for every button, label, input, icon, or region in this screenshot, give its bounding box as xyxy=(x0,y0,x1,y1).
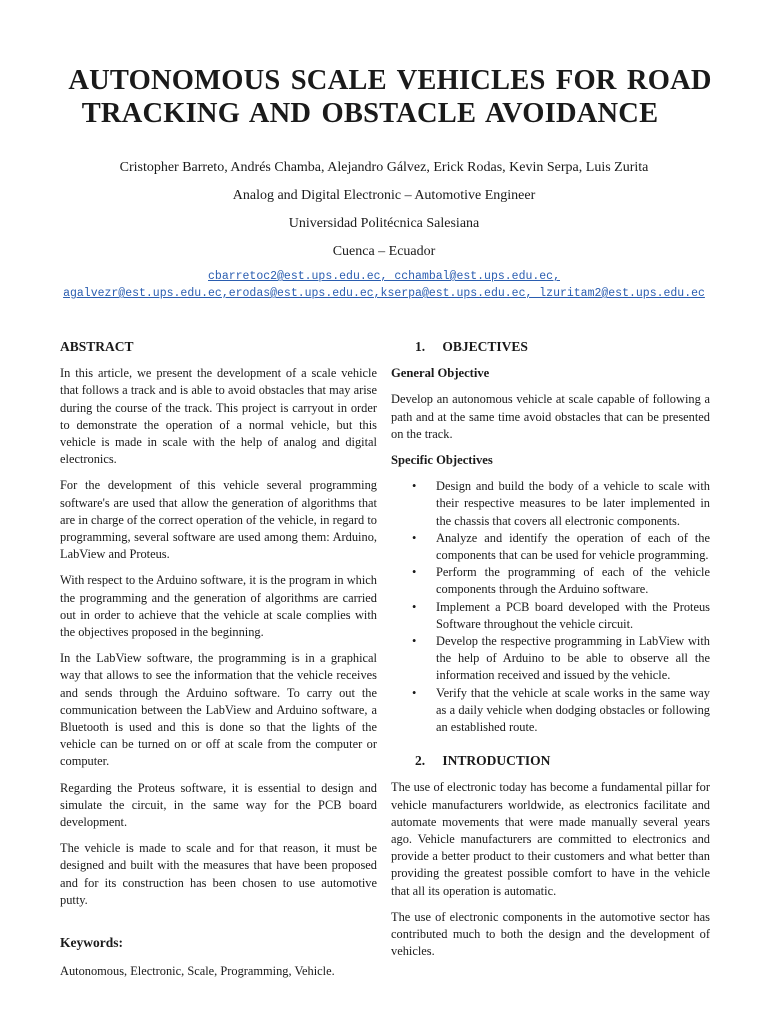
paper-title xyxy=(60,64,720,130)
abstract-paragraph: In this article, we present the development of a scale vehicle that follows a track and is able to avoid obstacles that may arise during the course of the track. This project is carryout in order to demonstrate the operation of a normal vehicle, but this vehicle is made in scale with the help of analog and digital electronics. xyxy=(60,366,377,467)
introduction-heading xyxy=(391,752,710,769)
bullet-icon: • xyxy=(412,599,417,614)
email-link-line-2[interactable]: agalvezr@est.ups.edu.ec,erodas@est.ups.edu.ec,kserpa@est.ups.edu.ec, lzuritam2@est.ups.edu.ec xyxy=(63,287,705,300)
introduction-number: 2. xyxy=(415,753,426,769)
bullet-icon: • xyxy=(412,634,417,649)
introduction-paragraph: The use of electronic today has become a fundamental pillar for vehicle manufacturers worldwide, as electronics facilitate and automate movements that were made manually several years ago. Vehicle manufacturers are committed to electronics and provide a better product to their customers and what better than providing the greatest possible comfort to have in the vehicle that all its operation is automatic. xyxy=(391,780,710,898)
bullet-icon: • xyxy=(412,479,417,494)
list-item xyxy=(391,564,710,598)
list-item-text: Analyze and identify the operation of each of the components that can be used for vehicle programming. xyxy=(436,530,710,563)
general-objective-heading: General Objective xyxy=(391,366,490,381)
general-objective-text: Develop an autonomous vehicle at scale capable of following a path and at the same time avoid obstacles that can be presented on the track. xyxy=(391,392,710,441)
list-item-text: Design and build the body of a vehicle to scale with their respective measures to be later implemented in the chassis that covers all electronic components. xyxy=(436,479,710,528)
abstract-paragraph: Regarding the Proteus software, it is essential to design and simulate the circuit, in the same way for the PCB board development. xyxy=(60,780,377,830)
list-item xyxy=(391,478,710,530)
list-item xyxy=(391,530,710,564)
introduction-title: INTRODUCTION xyxy=(442,753,551,769)
bullet-icon: • xyxy=(412,685,417,700)
title-line-2: TRACKING AND OBSTACLE AVOIDANCE xyxy=(81,98,659,129)
specific-objectives-list xyxy=(391,478,710,736)
objectives-heading xyxy=(391,338,710,355)
authors: Cristopher Barreto, Andrés Chamba, Alejandro Gálvez, Erick Rodas, Kevin Serpa, Luis Zurita xyxy=(119,160,649,175)
list-item-text: Verify that the vehicle at scale works in the same way as a daily vehicle when dodging obstacles or following an established route. xyxy=(436,685,710,735)
abstract-heading: ABSTRACT xyxy=(60,339,134,354)
abstract-paragraph: For the development of this vehicle several programming software's are used that allow the generation of algorithms that are in charge of the correct operation of the vehicle, in regard to programming, several software are used among them: Arduino, LabView and Proteus. xyxy=(60,478,377,562)
list-item-text: Develop the respective programming in LabView with the help of Arduino to be able to observe all the information received and issued by the vehicle. xyxy=(436,634,710,683)
list-item-text: Implement a PCB board developed with the Proteus Software throughout the vehicle circuit. xyxy=(436,599,710,631)
objectives-number: 1. xyxy=(415,339,426,354)
objectives-title: OBJECTIVES xyxy=(442,339,528,354)
title-line-1: AUTONOMOUS SCALE VEHICLES FOR ROAD xyxy=(68,65,712,96)
list-item xyxy=(391,599,710,633)
department: Analog and Digital Electronic – Automotive Engineer xyxy=(232,188,536,203)
bullet-icon: • xyxy=(412,530,417,545)
introduction-paragraph: The use of electronic components in the automotive sector has contributed much to both the design and the development of vehicles. xyxy=(391,909,710,959)
specific-objectives-heading: Specific Objectives xyxy=(391,453,493,468)
list-item xyxy=(391,633,710,685)
list-item xyxy=(391,685,710,737)
author-emails xyxy=(0,268,768,302)
location: Cuenca – Ecuador xyxy=(332,244,436,259)
bullet-icon: • xyxy=(412,565,417,580)
right-column xyxy=(391,338,710,970)
keywords-heading: Keywords: xyxy=(60,935,123,951)
abstract-paragraph: The vehicle is made to scale and for that reason, it must be designed and built with the measures that have been proposed and for its construction has been chosen to use automotive putty. xyxy=(60,841,377,907)
keywords-list: Autonomous, Electronic, Scale, Programming, Vehicle. xyxy=(60,964,335,979)
university: Universidad Politécnica Salesiana xyxy=(288,216,480,231)
left-column xyxy=(60,338,377,990)
list-item-text: Perform the programming of each of the vehicle components through the Arduino software. xyxy=(436,565,710,597)
abstract-paragraph: With respect to the Arduino software, it is the program in which the programming and the generation of algorithms are carried out in order to achieve that the vehicle at scale complies with the objectives proposed in the beginning. xyxy=(60,573,377,640)
email-link-line-1[interactable]: cbarretoc2@est.ups.edu.ec, cchambal@est.ups.edu.ec, xyxy=(208,270,560,283)
abstract-paragraph: In the LabView software, the programming is in a graphical way that allows to see the information that the vehicle receives and sends through the Arduino software. To carry out the communication between the LabView and Arduino software, a Bluetooth is used and this is done so that the lights of the vehicle can be turned on or off at scale from the computer or computer. xyxy=(60,651,377,769)
